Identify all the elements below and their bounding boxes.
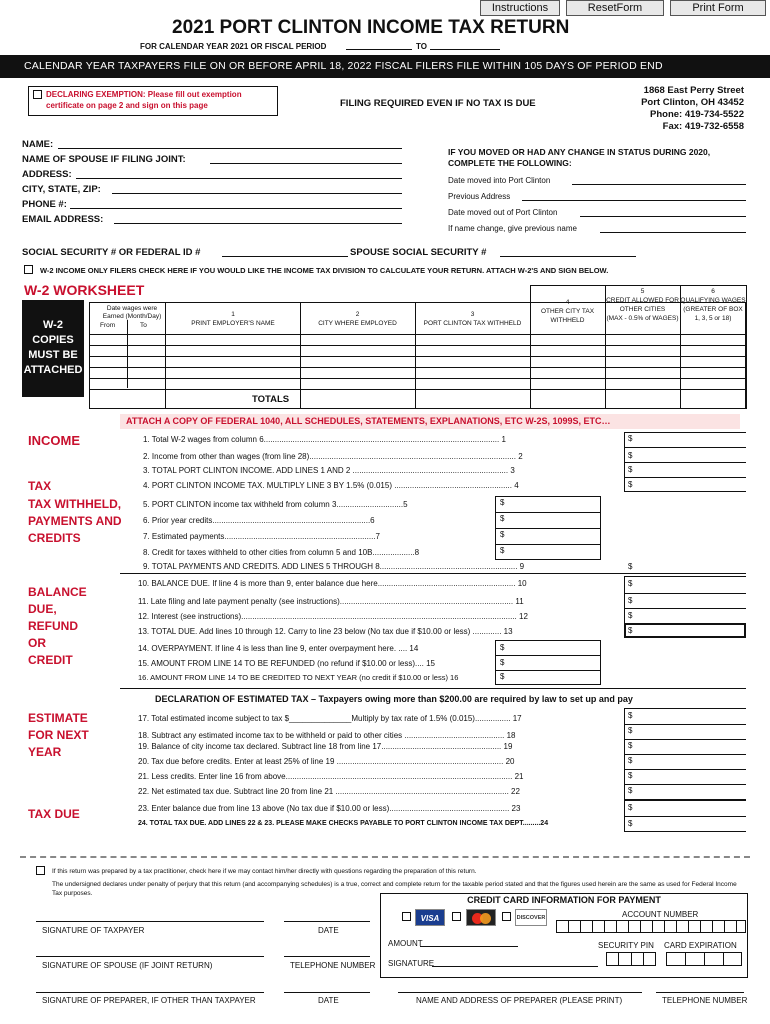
preparer-signature-field[interactable] [36,983,264,993]
email-label: EMAIL ADDRESS: [22,214,104,225]
other-city-withheld-header: 4 OTHER CITY TAX WITHHELD [540,299,595,324]
spouse-signature-label: SIGNATURE OF SPOUSE (IF JOINT RETURN) [42,961,213,970]
discover-checkbox[interactable] [502,912,511,921]
account-number-label: ACCOUNT NUMBER [622,910,699,919]
perjury-declaration: The undersigned declares under penalty of perjury that this return (and accompanying schedules) is a true, correct and complete return for the taxable period stated and that the figures used herein are the same as used for Federal Income Tax purposes. [52,881,737,897]
line-16-amount[interactable]: $ [500,672,505,681]
telephone-field[interactable] [284,947,370,957]
preparer-contact-label: If this return was prepared by a tax practitioner, check here if we may contact him/her directly with questions regarding the preparation of this return. [52,868,477,875]
from-header: From [100,322,116,329]
exemption-label: DECLARING EXEMPTION: Please fill out exemption certificate on page 2 and sign on this page [46,90,242,110]
period-start-field[interactable] [346,41,412,50]
line-7-amount[interactable]: $ [500,530,505,539]
spouse-ssn-field[interactable] [500,247,636,257]
w2-only-label: W-2 INCOME ONLY FILERS CHECK HERE IF YOU WOULD LIKE THE INCOME TAX DIVISION TO CALCULATE YOUR RETURN. ATTACH W-2'S AND SIGN BELOW. [40,266,609,275]
previous-name-field[interactable] [600,224,746,233]
name-label: NAME: [22,139,54,150]
line-9-amount[interactable]: $ [628,562,633,571]
line-22-label: 22. Net estimated tax due. Subtract line 20 from line 21 .............................................................................. 22 [138,787,520,796]
taxpayer-date-label: DATE [318,926,339,935]
line-14-amount[interactable]: $ [500,643,505,652]
period-to-label: TO [416,42,427,51]
income-section-label: INCOME [28,433,80,448]
withheld-section-label: TAX WITHHELD, PAYMENTS AND CREDITS [28,497,122,545]
line-6-label: 6. Prior year credits.......................................................................6 [143,516,375,525]
period-label: FOR CALENDAR YEAR 2021 OR FISCAL PERIOD [140,42,327,51]
totals-label: TOTALS [252,394,290,405]
line-7-label: 7. Estimated payments....................................................................7 [143,532,380,541]
qualifying-wages-header: 6 QUALIFYING WAGES (GREATER OF BOX 1, 3, 5 or 18) [680,288,746,322]
line-24-label: 24. TOTAL TAX DUE. ADD LINES 22 & 23. PLEASE MAKE CHECKS PAYABLE TO PORT CLINTON INCOME TAX DEPT.........24 [138,820,549,827]
line-23-amount[interactable]: $ [628,803,633,812]
ssn-label: SOCIAL SECURITY # OR FEDERAL ID # [22,247,201,258]
estimated-tax-declaration: DECLARATION OF ESTIMATED TAX – Taxpayers owing more than $200.00 are required by law to set up and pay [155,694,633,704]
line-8-amount[interactable]: $ [500,546,505,555]
w2-copies-notice: W-2 COPIES MUST BE ATTACHED [22,300,84,397]
filing-required-label: FILING REQUIRED EVEN IF NO TAX IS DUE [340,98,536,109]
card-signature-field[interactable] [432,957,598,967]
balance-section-label: BALANCE DUE, REFUND OR CREDIT [28,585,87,667]
preparer-date-field[interactable] [284,983,370,993]
telephone-label: TELEPHONE NUMBER [290,961,376,970]
preparer-telephone-field[interactable] [656,983,744,993]
filing-deadline-banner: CALENDAR YEAR TAXPAYERS FILE ON OR BEFORE APRIL 18, 2022 FISCAL FILERS FILE WITHIN 105 DAYS OF PERIOD END [0,55,770,78]
spouse-name-label: NAME OF SPOUSE IF FILING JOINT: [22,154,186,165]
line-4-amount[interactable]: $ [628,480,633,489]
tax-due-section-label: TAX DUE [28,807,80,821]
spouse-signature-field[interactable] [36,947,264,957]
taxpayer-signature-field[interactable] [36,912,264,922]
line-3-label: 3. TOTAL PORT CLINTON INCOME. ADD LINES 1 AND 2 ...................................................................... 3 [143,466,515,475]
tax-section-label: TAX [28,479,52,493]
overpayment-boxes [495,640,601,685]
line-19-label: 19. Balance of city income tax declared. Subtract line 18 from line 17...................................................... 19 [138,742,513,751]
line-15-label: 15. AMOUNT FROM LINE 14 TO BE REFUNDED (no refund if $10.00 or less).... 15 [138,659,435,668]
line-18-label: 18. Subtract any estimated income tax to be withheld or paid to other cities ............................................. 18 [138,731,516,740]
name-field[interactable] [58,139,402,149]
email-field[interactable] [114,214,402,224]
amount-field[interactable] [420,937,518,947]
line-19-amount[interactable]: $ [628,741,633,750]
moved-out-label: Date moved out of Port Clinton [448,208,558,217]
attach-documents-banner: ATTACH A COPY OF FEDERAL 1040, ALL SCHEDULES, STATEMENTS, EXPLANATIONS, ETC W-2S, 1099S, ETC… [120,414,740,429]
line-13-label: 13. TOTAL DUE. Add lines 10 through 12. Carry to line 23 below (No tax due if $10.00 or less) ............. 13 [138,627,513,636]
line-16-label: 16. AMOUNT FROM LINE 14 TO BE CREDITED TO NEXT YEAR (no credit if $10.00 or less) 16 [138,673,459,682]
preparer-name-field[interactable] [398,983,642,993]
w2-worksheet-title: W-2 WORKSHEET [24,282,145,298]
phone-label: PHONE #: [22,199,67,210]
line-20-label: 20. Tax due before credits. Enter at least 25% of line 19 ........................................................................... 20 [138,757,515,766]
preparer-contact-checkbox[interactable] [36,866,45,875]
taxpayer-date-field[interactable] [284,912,370,922]
visa-logo-icon: VISA [415,909,445,926]
line-18-amount[interactable]: $ [628,726,633,735]
city-state-zip-label: CITY, STATE, ZIP: [22,184,101,195]
line-5-amount[interactable]: $ [500,498,505,507]
preparer-date-label: DATE [318,996,339,1005]
line-2-label: 2. Income from other than wages (from line 28)............................................................................................. 2 [143,452,523,461]
line-11-label: 11. Late filing and late payment penalty (see instructions).............................................................................. 11 [138,597,524,606]
line-9-label: 9. TOTAL PAYMENTS AND CREDITS. ADD LINES 5 THROUGH 8.............................................................. 9 [143,562,525,571]
moved-out-field[interactable] [580,208,746,217]
line-4-label: 4. PORT CLINTON INCOME TAX. MULTIPLY LINE 3 BY 1.5% (0.015) ..................................................... 4 [143,481,519,490]
line-15-amount[interactable]: $ [500,658,505,667]
mastercard-checkbox[interactable] [452,912,461,921]
preparer-telephone-label: TELEPHONE NUMBER [662,996,748,1005]
line-17-label: 17. Total estimated income subject to tax $______________Multiply by tax rate of 1.5% (0.015)................ 17 [138,714,522,723]
city-state-zip-field[interactable] [112,184,402,194]
page-title: 2021 PORT CLINTON INCOME TAX RETURN [172,17,570,38]
total-due-box [624,623,746,638]
credit-card-title: CREDIT CARD INFORMATION FOR PAYMENT [467,895,661,905]
preparer-name-label: NAME AND ADDRESS OF PREPARER (PLEASE PRINT) [416,996,623,1005]
ssn-field[interactable] [222,247,348,257]
previous-address-field[interactable] [522,192,746,201]
dates-earned-header: Date wages were Earned (Month/Day) [102,305,162,320]
credit-allowed-header: 5 CREDIT ALLOWED FOR OTHER CITIES (MAX - 0.5% of WAGES) [606,288,679,322]
estimate-section-label: ESTIMATE FOR NEXT YEAR [28,711,89,759]
line-3-amount[interactable]: $ [628,465,633,474]
employer-name-header: 1 PRINT EMPLOYER'S NAME [191,311,275,327]
line-1-amount[interactable]: $ [628,434,633,443]
previous-name-label: If name change, give previous name [448,224,577,233]
period-end-field[interactable] [430,41,500,50]
line-11-amount[interactable]: $ [628,596,633,605]
line-21-label: 21. Less credits. Enter line 16 from above...................................................................................................... 21 [138,772,524,781]
reset-form-button[interactable]: ResetForm [566,0,664,16]
mastercard-logo-icon [466,909,496,926]
line-22-amount[interactable]: $ [628,786,633,795]
line-1-label: 1. Total W-2 wages from column 6.......................................................................................................... 1 [143,435,506,444]
spouse-ssn-label: SPOUSE SOCIAL SECURITY # [350,247,487,258]
line-12-label: 12. Interest (see instructions)............................................................................................................................ 12 [138,612,528,621]
spouse-name-field[interactable] [210,154,402,164]
account-number-field[interactable] [556,920,746,933]
line-8-label: 8. Credit for taxes withheld to other cities from column 5 and 10B...................8 [143,548,420,557]
security-pin-label: SECURITY PIN [598,941,654,950]
discover-logo-icon: DISCOVER [515,909,547,926]
card-expiration-label: CARD EXPIRATION [664,941,737,950]
line-21-amount[interactable]: $ [628,771,633,780]
line-10-amount[interactable]: $ [628,579,633,588]
line-10-label: 10. BALANCE DUE. If line 4 is more than 9, enter balance due here.............................................................. 10 [138,579,527,588]
exemption-checkbox[interactable] [33,90,42,99]
line-6-amount[interactable]: $ [500,514,505,523]
phone-field[interactable] [70,199,402,209]
address-field[interactable] [76,169,402,179]
to-header: To [140,322,147,329]
amount-label: AMOUNT [388,939,423,948]
address-label: ADDRESS: [22,169,72,180]
line-17-amount[interactable]: $ [628,711,633,720]
line-5-label: 5. PORT CLINTON income tax withheld from column 3..............................5 [143,500,408,509]
status-change-note: IF YOU MOVED OR HAD ANY CHANGE IN STATUS DURING 2020, COMPLETE THE FOLLOWING: [448,147,711,168]
line-23-label: 23. Enter balance due from line 13 above (No tax due if $10.00 or less)...................................................... 23 [138,804,521,813]
office-address: 1868 East Perry Street Port Clinton, OH 43452 Phone: 419-734-5522 Fax: 419-732-6558 [641,85,744,132]
print-form-button[interactable]: Print Form [670,0,766,16]
visa-checkbox[interactable] [402,912,411,921]
line-12-amount[interactable]: $ [628,611,633,620]
line-24-amount[interactable]: $ [628,819,633,828]
instructions-button[interactable]: Instructions [480,0,560,16]
preparer-signature-label: SIGNATURE OF PREPARER, IF OTHER THAN TAXPAYER [42,996,256,1005]
line-14-label: 14. OVERPAYMENT. If line 4 is less than line 9, enter overpayment here. .... 14 [138,644,419,653]
moved-into-label: Date moved into Port Clinton [448,176,551,185]
card-signature-label: SIGNATURE [388,959,435,968]
w2-only-checkbox[interactable] [24,265,33,274]
line-2-amount[interactable]: $ [628,451,633,460]
city-employed-header: 2 CITY WHERE EMPLOYED [318,311,397,327]
previous-address-label: Previous Address [448,192,511,201]
taxpayer-signature-label: SIGNATURE OF TAXPAYER [42,926,145,935]
moved-into-field[interactable] [572,176,746,185]
line-13-amount[interactable]: $ [628,626,633,635]
line-20-amount[interactable]: $ [628,756,633,765]
port-clinton-withheld-header: 3 PORT CLINTON TAX WITHHELD [423,311,522,327]
